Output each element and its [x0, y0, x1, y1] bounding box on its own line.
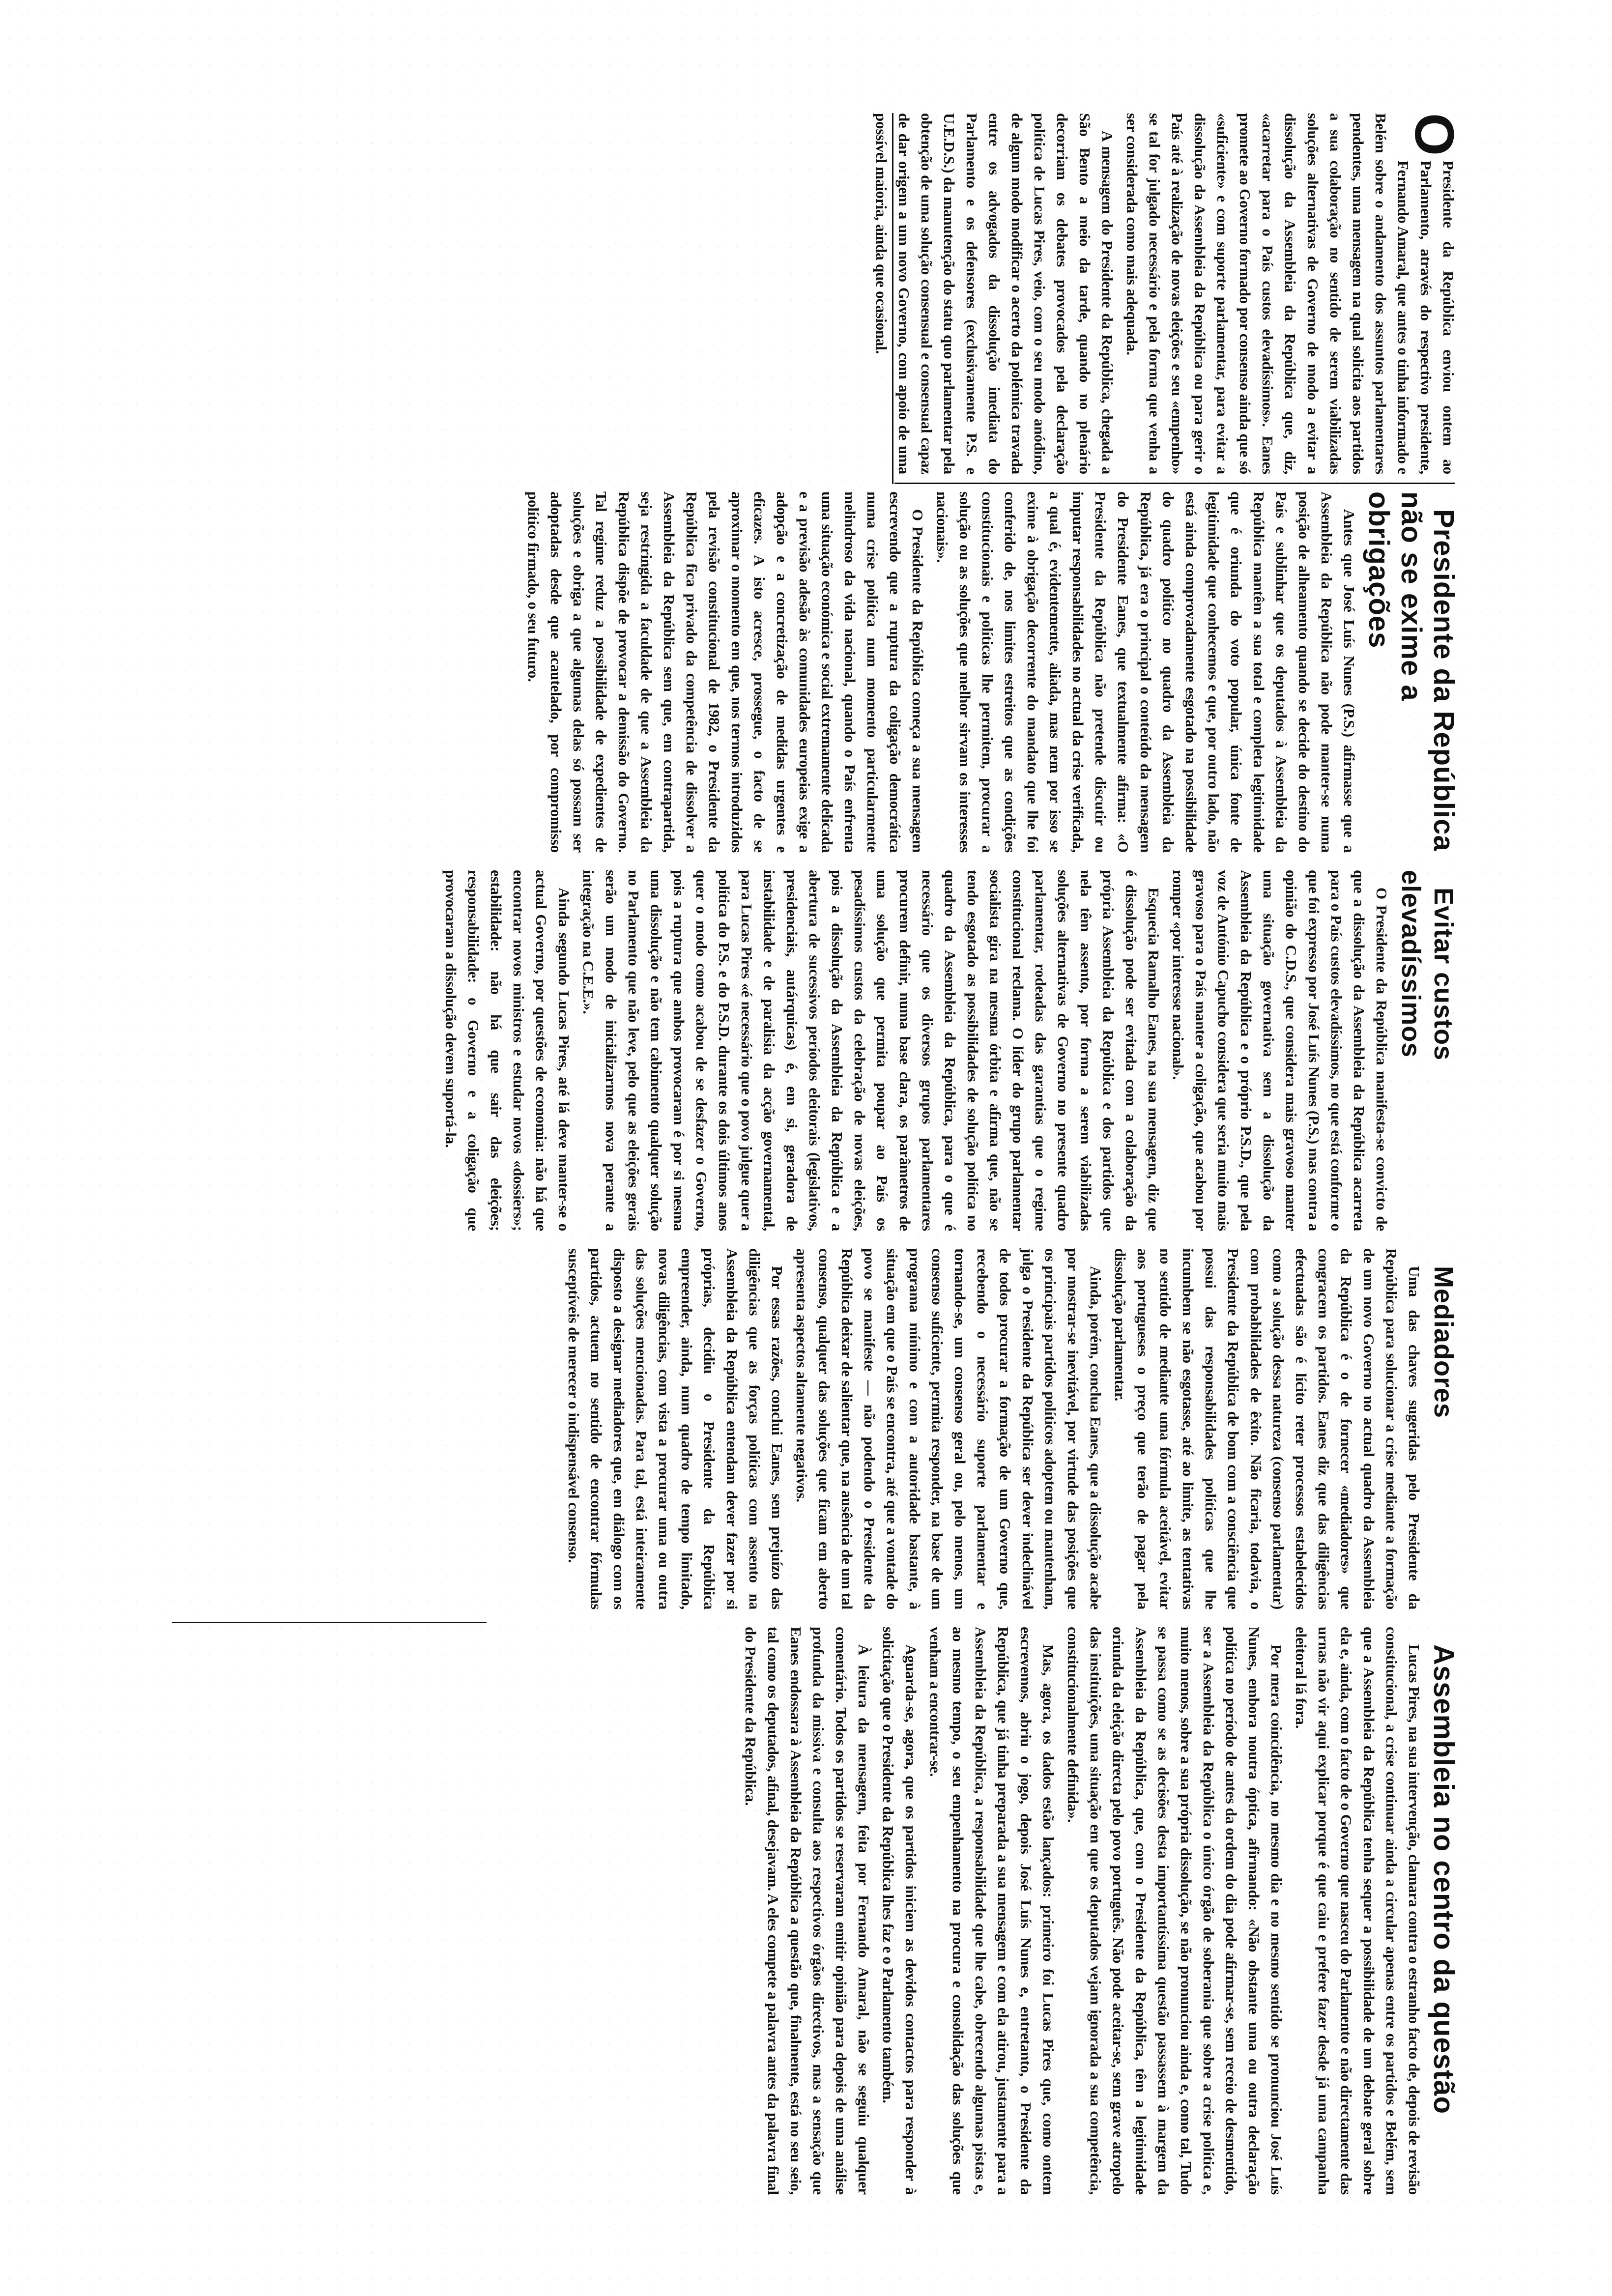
paragraph: À leitura da mensagem, feita por Fernando Amaral, não se seguiu qualquer comentário. Todos os partidos se reservaram emitir opinião para depois de uma análise profunda da missiva e consulta aos respectivos órgãos directivos, mas a sensação que Eanes endossara à Assembleia da República a questão que, finalmente, está no seu seio, tal como os deputados, afinal, desejavam. A eles compete a palavra antes da palavra final do Presidente da República.	[742, 1627, 872, 2195]
newspaper-clipping	[162, 113, 1465, 2195]
paragraph: Antes que José Luís Nunes (P.S.) afirmasse que a Assembleia da República não pode manter-se numa posição de alheamento quando se decide do destino do País e sublinhar que os deputados à Assembleia da República mantêm a sua total e completa legitimidade que é oriunda do voto popular, única fonte de legitimidade que conhecemos e que, por outro lado, não está ainda comprovadamente esgotado na possibilidade do quadro político no quadro da Assembleia da República, já era o principal o conteúdo da mensagem do Presidente Eanes, que textualmente afirma: «O Presidente da República não pretende discutir ou imputar responsabilidades no actual da crise verificada, a qual é, evidentemente, aliada, mas nem por isso se exime à obrigação decorrente do mandato que lhe foi conferido de, nos limites estreitos que as condições constitucionais e políticas lhe permitem, procurar a solução ou as soluções que melhor sirvam os interesses nacionais».	[934, 491, 1358, 853]
section-heading: Presidente da República não se exime a obrigações	[1363, 491, 1460, 852]
column-rule	[172, 1622, 487, 1623]
article-column-4	[162, 1248, 1460, 1609]
section-heading: Assembleia no centro da questão	[1428, 1644, 1460, 2115]
section-heading: Mediadores	[1429, 1266, 1458, 1419]
paragraph: Lucas Pires, na sua intervenção, clamara contra o estranho facto de, depois de revisão constitucional, a crise continuar ainda a circular apenas entre os partidos e Belém, sem que a Assembleia da República tenha sequer a possibilidade de um debate geral sobre ela e, ainda, com o facto de o Governo que nasceu do Parlamento e não directamente das urnas não vir aqui explicar porque é que caiu e prefere fazer desde já uma campanha eleitoral lá fora.	[1293, 1627, 1423, 2195]
section-heading: Evitar custos elevadíssimos	[1396, 870, 1458, 1061]
paragraph: Ainda segundo Lucas Pires, até lá deve manter-se o actual Governo, por questões de economia: não há que encontrar novos ministros e estudar novos «dossiers»; estabilidade: não há que sair das eleições; responsabilidade: o Governo e a coligação que provocaram a dissolução devem suportá-la.	[442, 870, 573, 1231]
paragraph: Mas, agora, os dados estão lançados: primeiro foi Lucas Pires que, como ontem escrevemos, abriu o jogo, depois José Luís Nunes e, entretanto, o Presidente da República, que já tinha preparada a sua mensagem e com ela atirou, justamente para a Assembleia da República, a responsabilidade que lhe cabe, obrecendo algumas pistas e, ao mesmo tempo, o seu empenhamento na procura e consolidação das soluções que venham a encontrar-se.	[927, 1627, 1057, 2195]
lead-paragraph	[1121, 113, 1465, 474]
paragraph: Por mera coincidência, no mesmo dia e no mesmo sentido se pronunciou José Luís Nunes, embora noutra óptica, afirmando: «Não obstante uma ou outra declaração política no período de antes da ordem do dia pode afirmar-se, sem receio de desmentido, ser a Assembleia da República o único órgão de soberania que sobre a crise política e, muito menos, sobre a sua própria dissolução, se não pronunciou ainda e, como tal, Tudo se passa como se as decisões desta importantíssima questão passassem à margem da Assembleia da República, que, com o Presidente da República, têm a legitimidade oriunda da eleição directa pelo povo português. Não pode aceitar-se, sem grave atropelo das instituições, uma situação em que os deputados vejam ignorada a sua competência, constitucionalmente definida».	[1065, 1627, 1285, 2195]
paragraph: O Presidente da República manifesta-se convicto de que a dissolução da Assembleia da República acarreta para o País custos elevadíssimos, no que está conforme o que foi expresso por José Luís Nunes (P.S.) mas contra a opinião do C.D.S., que considera mais gravoso manter uma situação governativa sem a dissolução da Assembleia da República e o próprio P.S.D., que pela voz de António Capucho considera que seria muito mais gravoso para o País manter a coligação, que acabou por romper «por interesse nacional».	[1170, 870, 1390, 1231]
column-rule	[892, 113, 893, 484]
paragraph: Por essas razões, conclui Eanes, sem prejuízo das diligências que as forças políticas com assento na Assembleia da República entendam dever fazer por si próprias, decidiu o Presidente da República empreender, ainda, num quadro de tempo limitado, novas diligências, com vista a procurar uma ou outra das soluções mencionadas. Para tal, está inteiramente disposto a designar mediadores que, em diálogo com os partidos, actuem no sentido de encontrar fórmulas susceptíveis de merecer o indispensável consenso.	[565, 1248, 786, 1609]
paragraph: A mensagem do Presidente da República, chegada a São Bento a meio da tarde, quando no plenário decorriam os debates provocados pela declaração política de Lucas Pires, veio, com o seu modo anódino, de algum modo modificar o acerto da polémica travada entre os advogados da dissolução imediata do Parlamento e os defensores (exclusivamente P.S. e U.E.D.S.) da manutenção do statu quo parlamentar pela obtenção de uma solução consensual e consensual capaz de dar origem a um novo Governo, com apoio de uma possível maioria, ainda que ocasional.	[873, 113, 1116, 474]
article-column-3	[162, 870, 1460, 1231]
drop-cap: O	[1404, 113, 1465, 156]
column-rule	[894, 483, 1455, 484]
paragraph: Esquecia Ramalho Eanes, na sua mensagem, diz que é dissolução pode ser evitada com a colaboração da própria Assembleia da República e dos partidos que nela têm assento, por forma a serem viabilizadas soluções alternativas de Governo no presente quadro parlamentar, rodeadas das garantias que o regime constitucional reclama. O líder do grupo parlamentar socialista gira na mesma órbita e afirma que, não se tendo esgotado as possibilidades de solução política no quadro da Assembleia da República, para o que é necessário que os diversos grupos parlamentares procurem definir, numa base clara, os parâmetros de uma solução que permita poupar ao País os pesadíssimos custos da celebração de novas eleições, pois a dissolução da Assembleia da República e a abertura de sucessivos períodos eleitorais (legislativos, presidenciais, autárquicas) é, em si, geradora de instabilidade e de paralisia da acção governamental, para Lucas Pires «é necessário que o povo julgue quer a política do P.S. e do P.S.D. durante os dois últimos anos quer o modo como acabou de se desfazer o Governo, pois a ruptura que ambos provocaram é por si mesma uma dissolução e não tem cabimento qualquer solução no Parlamento que não leve, pelo que as eleições gerais serão um modo de inicializarmos nova perante a integração na C.E.E.».	[580, 870, 1162, 1231]
article-column-1	[873, 113, 1465, 474]
paragraph: Aguarda-se, agora, que os partidos iniciem as devidos contactos para responder à solicitação que o Presidente da República lhes faz e o Parlamento também.	[880, 1627, 920, 2195]
paragraph: O Presidente da República começa a sua mensagem escrevendo que a ruptura da coligação democrática numa crise política num momento particularmente melindroso da vida nacional, quando o País enfrenta uma situação económica e social extremamente delicada e a previsão adesão às comunidades europeias exige a adopção e a concretização de medidas urgentes e eficazes. A isto acresce, prossegue, o facto de se aproximar o momento em que, nos termos introduzidos pela revisão constitucional de 1982, o Presidente da República fica privado da competência de dissolver a Assembleia da República sem que, em contrapartida, seja restringida a faculdade de que a Assembleia da República dispõe de provocar a demissão do Governo. Tal regime reduz a possibilidade de expedientes de soluções e obriga a que algumas delas só possam ser adoptadas desde que acautelado, por compromisso político firmado, o seu futuro.	[525, 491, 926, 853]
article-column-5	[162, 1627, 1460, 2195]
paragraph: Uma das chaves sugeridas pelo Presidente da República para solucionar a crise mediante a formação de um novo Governo no actual quadro da Assembleia da República é o de fornecer «mediadores» que congracem os partidos. Eanes diz que das diligências efectuadas são é lícito reter processos estabelecidos como a solução dessa natureza (consenso parlamentar) com probabilidades de êxito. Não ficaria, todavia, o Presidente da República de bom com a consciência que possui das responsabilidades políticas que lhe incumbem se não esgotasse, até ao limite, as tentativas no sentido de mediante uma fórmula aceitável, evitar aos portugueses o preço que terão de pagar pela dissolução parlamentar.	[1112, 1248, 1423, 1609]
paragraph: Ainda, porém, conclua Eanes, que a dissolução acabe por mostrar-se inevitável, por virtude das posições que os principais partidos políticos adoptem ou mantenham, julga o Presidente da República ser dever indeclinável de todos procurar a formação de um Governo que, recebendo o necessário suporte parlamentar e tornando-se, um consenso geral ou, pelo menos, um consenso suficiente, permita responder, na base de um programa mínimo e com a autoridade bastante, à situação em que o País se encontra, até que a vontade do povo se manifeste — não podendo o Presidente da República deixar de salientar que, na ausência de um tal consenso, qualquer das soluções que ficam em aberto apresenta aspectos altamente negativos.	[793, 1248, 1104, 1609]
article-column-2	[162, 491, 1460, 853]
lead-paragraph-text: Presidente da República enviou ontem ao Parlamento, através do respectivo presidente, Fernando Amaral, que antes o tinha informado e Belém sobre o andamento dos assuntos parlamentares pendentes, uma mensagem na qual solicita aos partidos a sua colaboração no sentido de serem viabilizadas soluções alternativas de Governo de modo a evitar a dissolução da Assembleia da República que, diz, «acarretar para o País custos elevadíssimos». Eanes promete ao Governo formado por consenso ainda que só «suficiente» e com suporte parlamentar, para evitar a dissolução da Assembleia da República ou para gerir o País até à realização de novas eleições e seu «empenho» se tal for julgado necessário e pela forma que venha a ser considerada como mais adequada.	[1123, 113, 1457, 474]
